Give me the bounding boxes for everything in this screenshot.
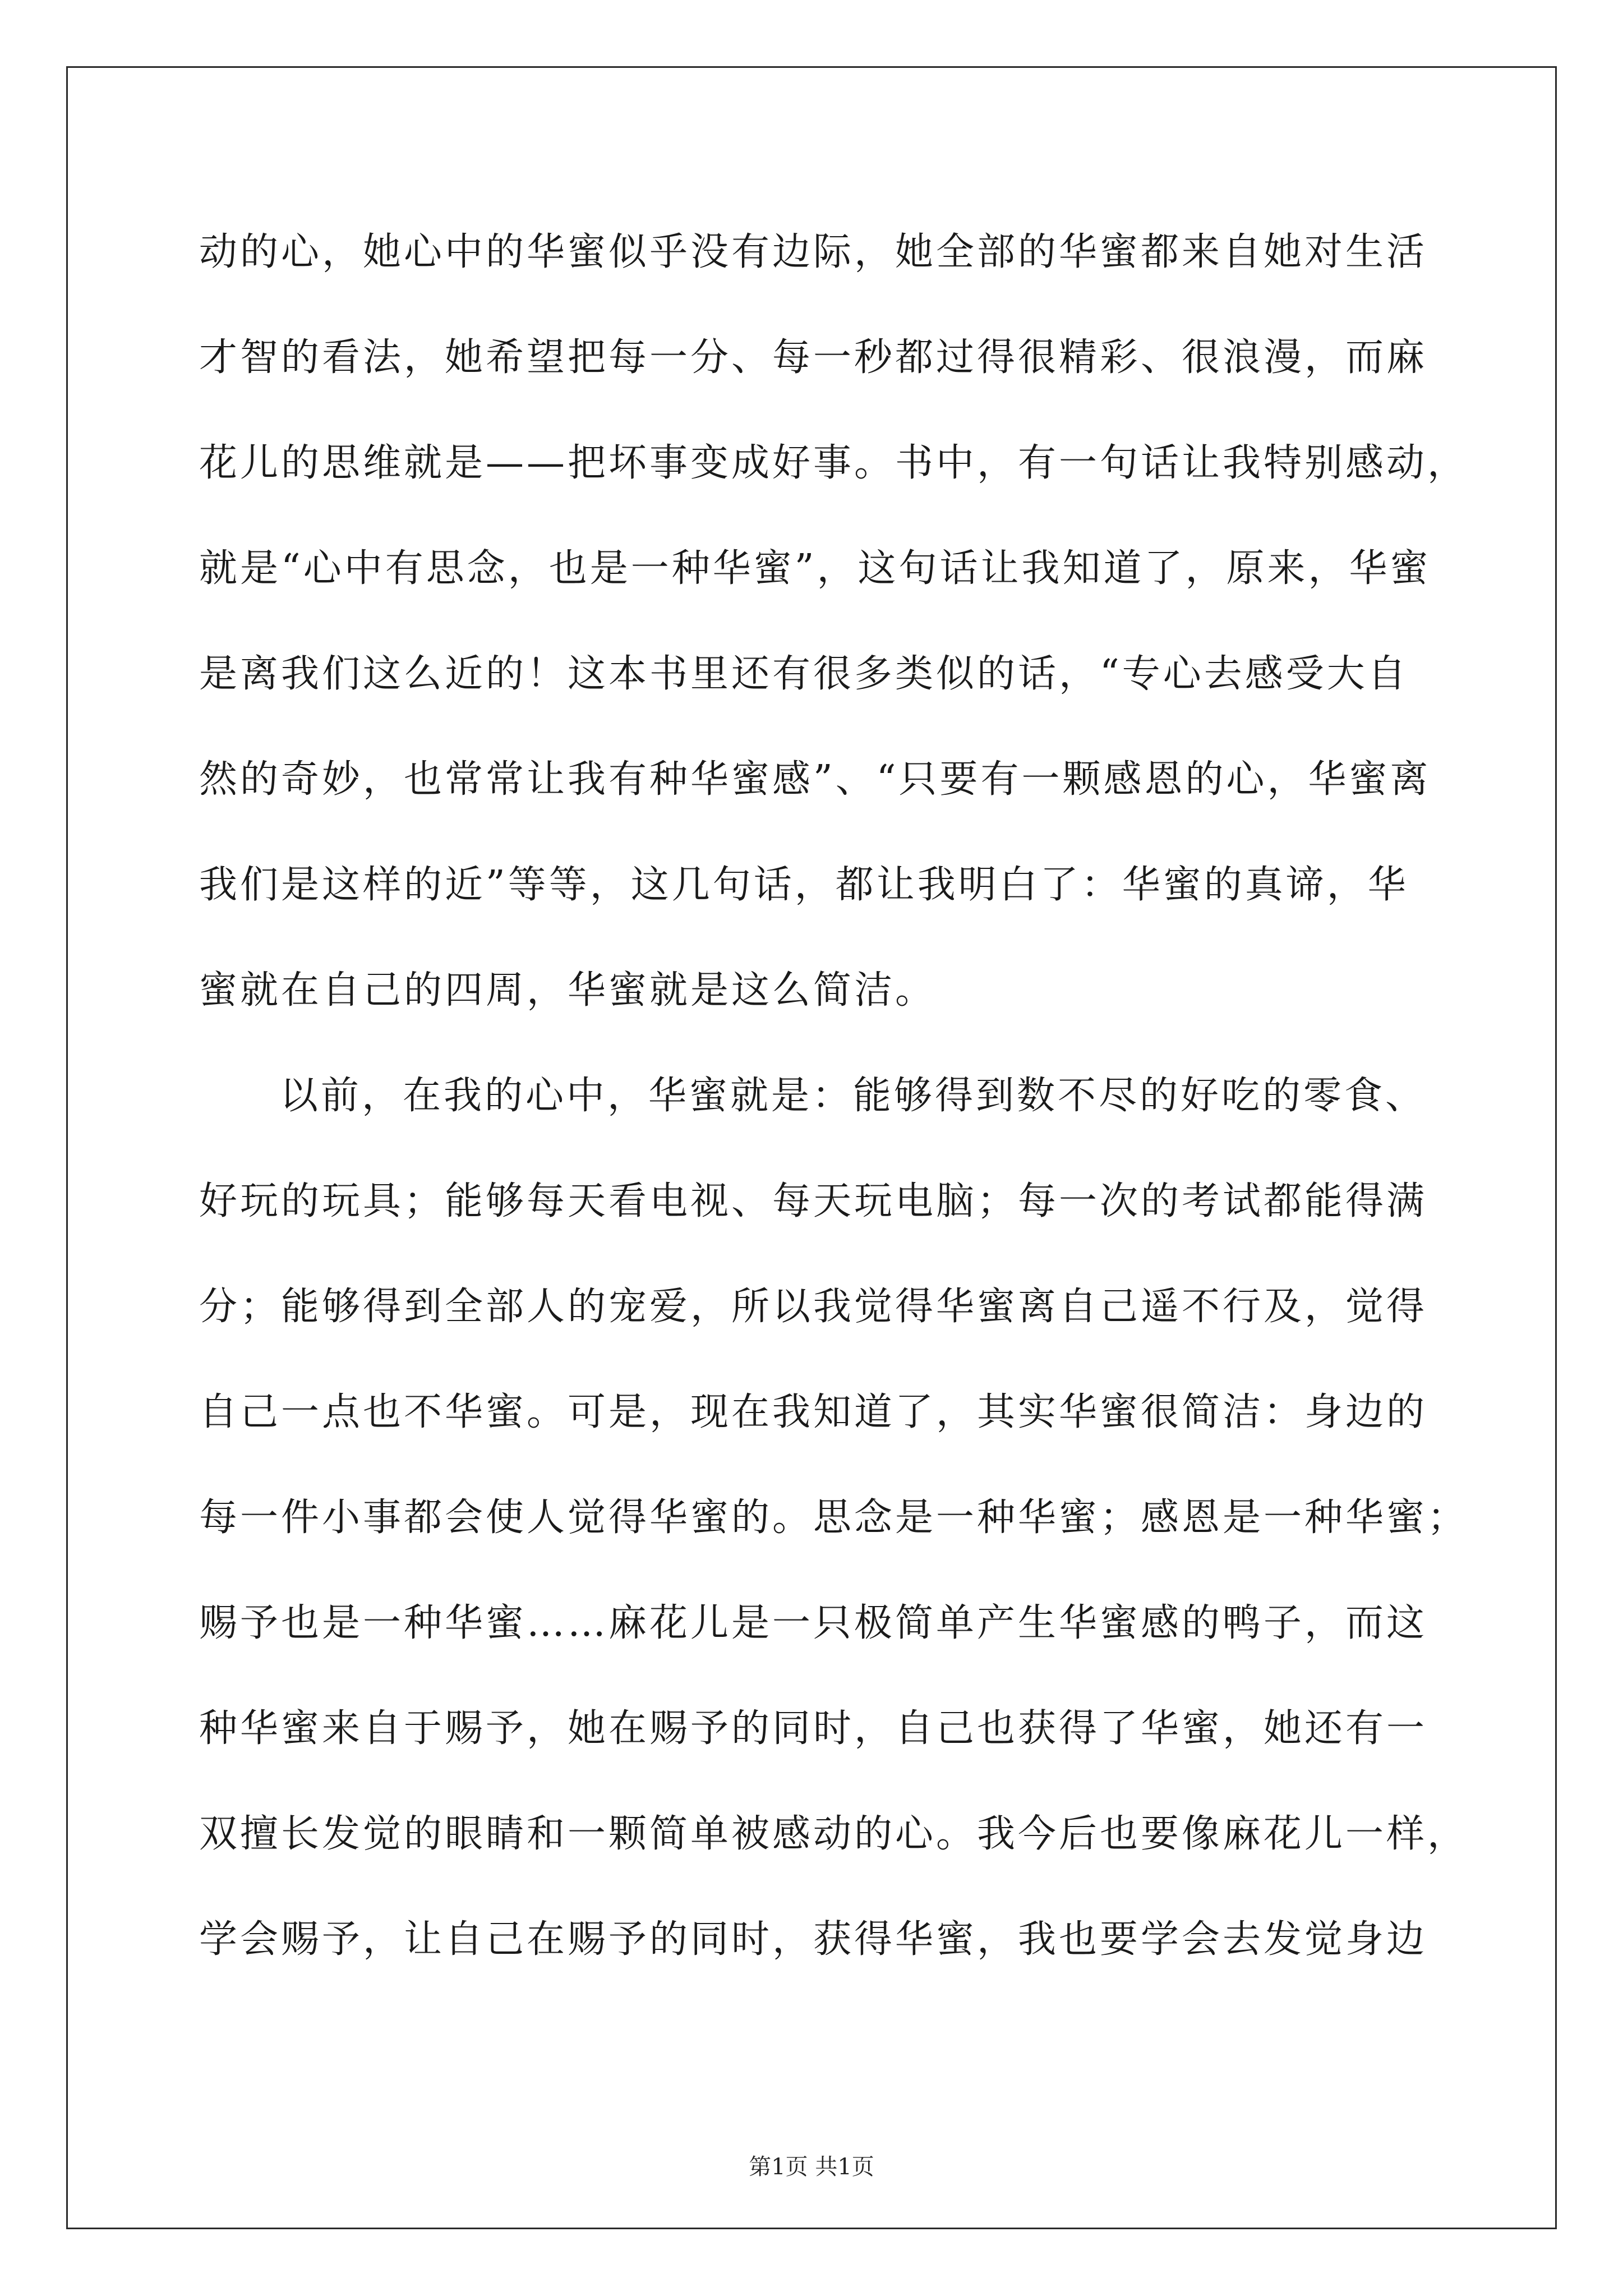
text-line: 好玩的玩具；能够每天看电视、每天玩电脑；每一次的考试都能得满 xyxy=(199,1179,1428,1223)
text-line: 每一件小事都会使人觉得华蜜的。思念是一种华蜜；感恩是一种华蜜； xyxy=(199,1496,1469,1540)
text-line: 才智的看法，她希望把每一分、每一秒都过得很精彩、很浪漫，而麻 xyxy=(199,335,1428,380)
text-line: 分；能够得到全部人的宠爱，所以我觉得华蜜离自己遥不行及，觉得 xyxy=(199,1285,1428,1329)
document-body xyxy=(199,222,1469,2014)
text-line: 我们是这样的近”等等，这几句话，都让我明白了：华蜜的真谛，华 xyxy=(199,863,1409,907)
text-line: 自己一点也不华蜜。可是，现在我知道了，其实华蜜很简洁：身边的 xyxy=(199,1390,1428,1434)
page-number-footer: 第1页 共1页 xyxy=(749,2154,874,2180)
text-line: 双擅长发觉的眼睛和一颗简单被感动的心。我今后也要像麻花儿一样， xyxy=(199,1812,1469,1856)
text-line: 就是“心中有思念，也是一种华蜜”，这句话让我知道了，原来，华蜜 xyxy=(199,546,1431,591)
text-line: 赐予也是一种华蜜……麻花儿是一只极简单产生华蜜感的鸭子，而这 xyxy=(199,1601,1428,1645)
text-line: 然的奇妙，也常常让我有种华蜜感”、“只要有一颗感恩的心，华蜜离 xyxy=(199,757,1431,802)
text-line: 蜜就在自己的四周，华蜜就是这么简洁。 xyxy=(199,968,937,1013)
text-line: 动的心，她心中的华蜜似乎没有边际，她全部的华蜜都来自她对生活 xyxy=(199,230,1428,274)
paragraph-start-line: 以前，在我的心中，华蜜就是：能够得到数不尽的好吃的零食、 xyxy=(280,1074,1427,1118)
text-line: 种华蜜来自于赐予，她在赐予的同时，自己也获得了华蜜，她还有一 xyxy=(199,1706,1428,1751)
text-line: 花儿的思维就是——把坏事变成好事。书中，有一句话让我特别感动， xyxy=(199,441,1469,485)
text-line: 学会赐予，让自己在赐予的同时，获得华蜜，我也要学会去发觉身边 xyxy=(199,1917,1428,1962)
text-line: 是离我们这么近的！这本书里还有很多类似的话，“专心去感受大自 xyxy=(199,652,1409,696)
